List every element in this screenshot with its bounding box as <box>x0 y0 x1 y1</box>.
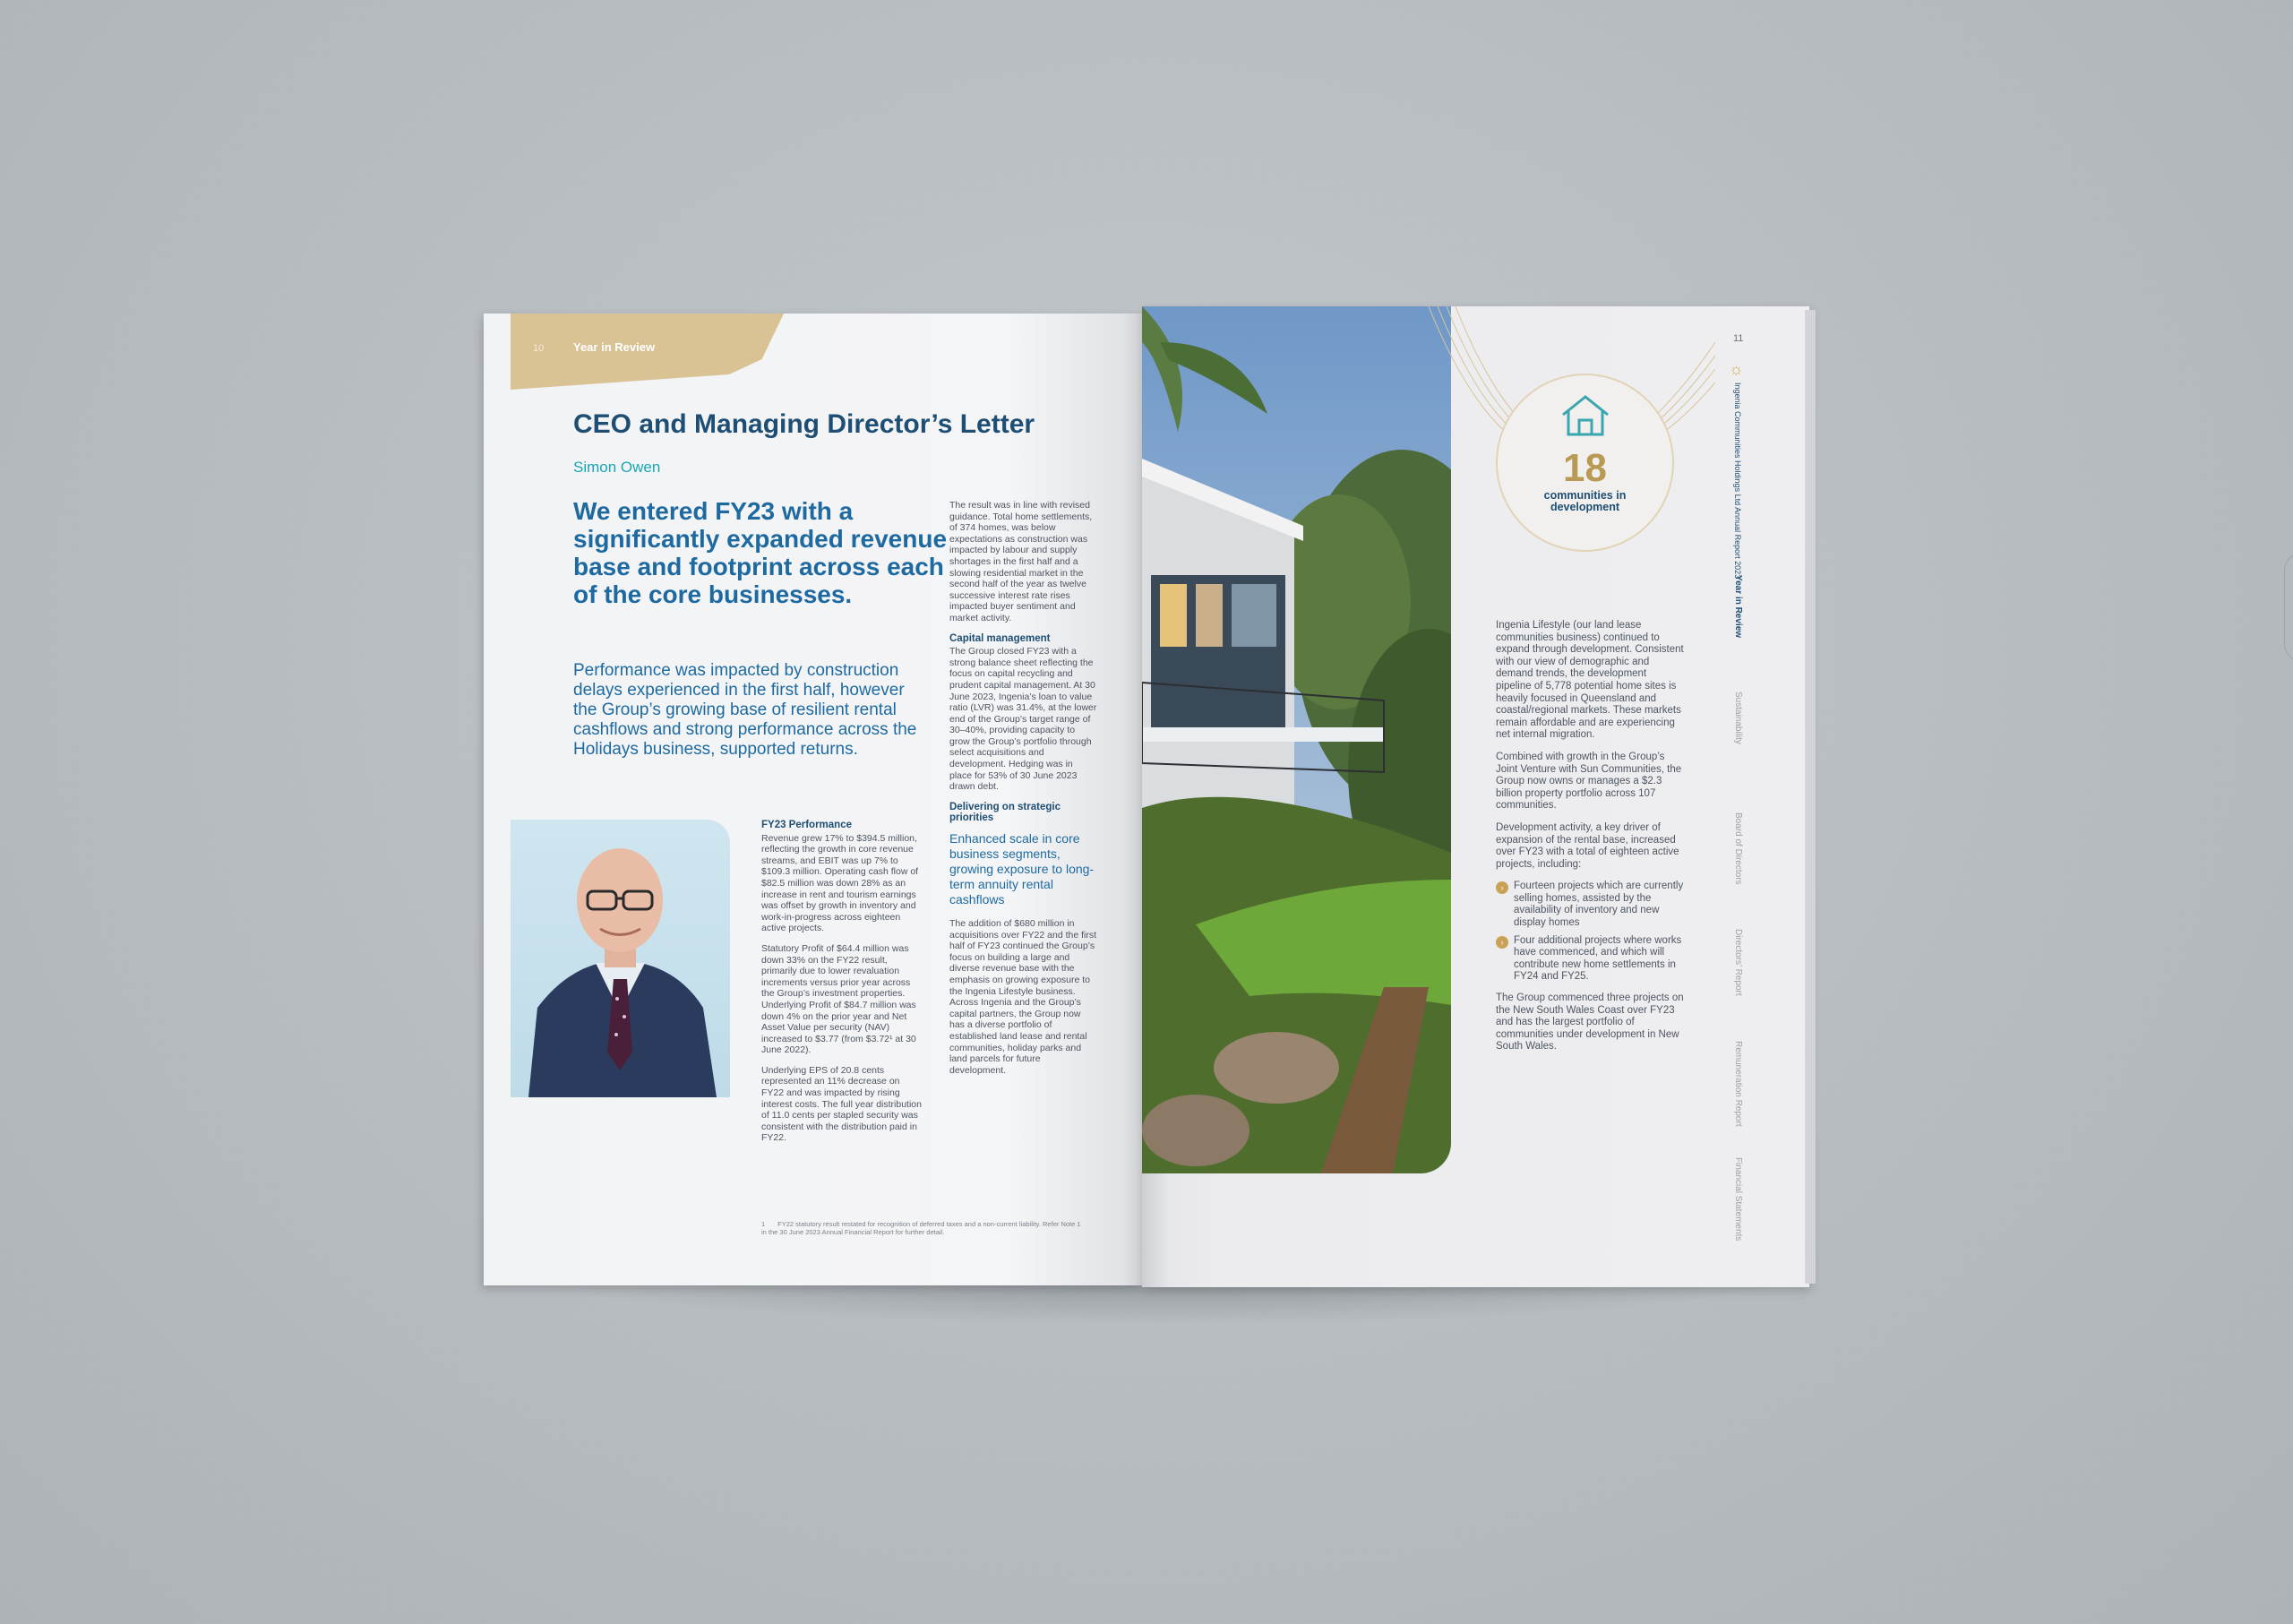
lead-paragraph: Performance was impacted by construction delays experienced in the first half, however the Group’s growing base of resilient rental cashflows and strong performance across the Holidays business, supported returns. <box>573 661 917 759</box>
page-number-right: 11 <box>1733 333 1744 344</box>
capital-management-heading: Capital management <box>949 632 1051 644</box>
right-paragraph-2: Combined with growth in the Group’s Joint Venture with Sun Communities, the Group now owns or manages a $2.3 billion property portfolio across 107 communities. <box>1496 751 1682 812</box>
page-edges <box>1805 310 1816 1284</box>
page-title: CEO and Managing Director’s Letter <box>573 409 1035 439</box>
nav-remuneration-report[interactable]: Remuneration Report <box>1733 1041 1743 1127</box>
stat-circle <box>1496 374 1674 552</box>
bullet-text-2: Four additional projects where works have commenced, and which will contribute new home settlements in FY24 and FY25. <box>1514 934 1682 983</box>
report-title-vertical: Ingenia Communities Holdings Ltd Annual Report 2023 <box>1733 382 1742 580</box>
sun-icon: ☼ <box>1729 360 1744 378</box>
chevron-right-icon: › <box>1496 936 1508 949</box>
nav-financial-statements[interactable]: Financial Statements <box>1733 1157 1743 1242</box>
bullet-text-1: Fourteen projects which are currently selling homes, assisted by the availability of inventory and new display homes <box>1514 881 1684 929</box>
portrait-illustration <box>511 820 730 1097</box>
fy23-performance-heading: FY23 Performance <box>761 820 852 830</box>
nav-active-indicator <box>2284 553 2293 662</box>
left-page <box>484 314 1142 1285</box>
ceo-portrait <box>511 820 730 1097</box>
right-paragraph-3: Development activity, a key driver of expansion of the rental base, increased over FY23 with a total of eighteen active projects, including: <box>1496 821 1679 870</box>
stat-number: 18 <box>1563 446 1607 490</box>
author-name: Simon Owen <box>573 459 661 476</box>
nav-board-of-directors[interactable]: Board of Directors <box>1733 812 1743 885</box>
right-column <box>1496 620 1684 1063</box>
col-a-paragraph-3: Underlying EPS of 20.8 cents represented an 11% decrease on FY22 and was impacted by rising interest costs. The full year distribution of 11.0 cents per stapled security was consistent with the distribution paid in FY22. <box>761 1064 922 1144</box>
right-paragraph-1: Ingenia Lifestyle (our land lease communities business) continued to expand through development. Consistent with our view of demographic and demand trends, the development pipeline of 5,778 potential home sites is heavily focused in Queensland and coastal/regional markets. These markets remain affordable and are experiencing net internal migration. <box>1496 620 1684 741</box>
col-b-paragraph-1: The result was in line with revised guidance. Total home settlements, of 374 homes, was below expectations as construction was impacted by labour and supply shortages in the first half and a slowing residential market in the second half of the year as twelve successive interest rate rises impacted buyer sentiment and market activity. <box>949 500 1093 623</box>
column-b <box>949 500 1097 1085</box>
side-navigation <box>1711 306 1809 1287</box>
house-icon <box>1558 393 1613 438</box>
headline: We entered FY23 with a significantly expanded revenue base and footprint across each of the core businesses. <box>573 497 948 608</box>
section-label: Year in Review <box>573 340 656 354</box>
col-b-paragraph-3: The addition of $680 million in acquisitions over FY22 and the first half of FY23 continued the Group’s focus on building a large and diverse revenue base with the emphasis on growing exposure to the Ingenia Lifestyle business. Across Ingenia and the Group’s capital partners, the Group now has a diverse portfolio of established land lease and rental communities, holiday parks and land parcels for future development. <box>949 918 1097 1076</box>
pull-quote: Enhanced scale in core business segments, growing exposure to long-term annuity rental cashflows <box>949 831 1095 907</box>
stat-label: communities in development <box>1543 489 1627 513</box>
col-a-paragraph-2: Statutory Profit of $64.4 million was down 33% on the FY22 result, primarily due to lower revaluation increments versus prior year across the Group’s investment properties. Underlying Profit of $84.7 million was down 4% on the prior year and Net Asset Value per security (NAV) increased to $3.77 (from $3.72¹ at 30 June 2022). <box>761 942 916 1056</box>
strategic-priorities-heading: Delivering on strategic priorities <box>949 801 1061 824</box>
column-a <box>761 820 924 1153</box>
footnote-mark: 1 <box>761 1220 766 1228</box>
col-b-paragraph-2: The Group closed FY23 with a strong balance sheet reflecting the focus on capital recycling and prudent capital management. At 30 June 2023, Ingenia’s loan to value ratio (LVR) was 31.4%, at the lower end of the Group’s target range of 30–40%, providing capacity to grow the Group’s portfolio through select acquisitions and development. Hedging was in place for 53% of 30 June 2023 drawn debt. <box>949 646 1097 793</box>
bullet-item <box>1496 881 1684 929</box>
footnote <box>761 1220 1084 1236</box>
bullet-item <box>1496 935 1684 984</box>
col-a-paragraph-1: Revenue grew 17% to $394.5 million, reflecting the growth in core revenue streams, and EBIT was up 7% to $109.3 million. Operating cash flow of $82.5 million was down 28% as an increase in rent and tourism earnings was offset by growth in inventory and work-in-progress across eighteen active projects. <box>761 832 919 934</box>
nav-year-in-review[interactable]: Year in Review <box>1733 575 1743 639</box>
page-number-left: 10 <box>533 343 545 354</box>
right-paragraph-4: The Group commenced three projects on the New South Wales Coast over FY23 and has the largest portfolio of communities under development in New South Wales. <box>1496 992 1684 1053</box>
nav-sustainability[interactable]: Sustainability <box>1733 692 1743 744</box>
chevron-right-icon: › <box>1496 881 1508 894</box>
right-page <box>1142 306 1809 1287</box>
footnote-text: FY22 statutory result restated for recognition of deferred taxes and a non-current liability. Refer Note 1 in the 30 June 2023 Annual Financial Report for further detail. <box>761 1220 1081 1236</box>
nav-directors-report[interactable]: Directors’ Report <box>1733 929 1743 996</box>
